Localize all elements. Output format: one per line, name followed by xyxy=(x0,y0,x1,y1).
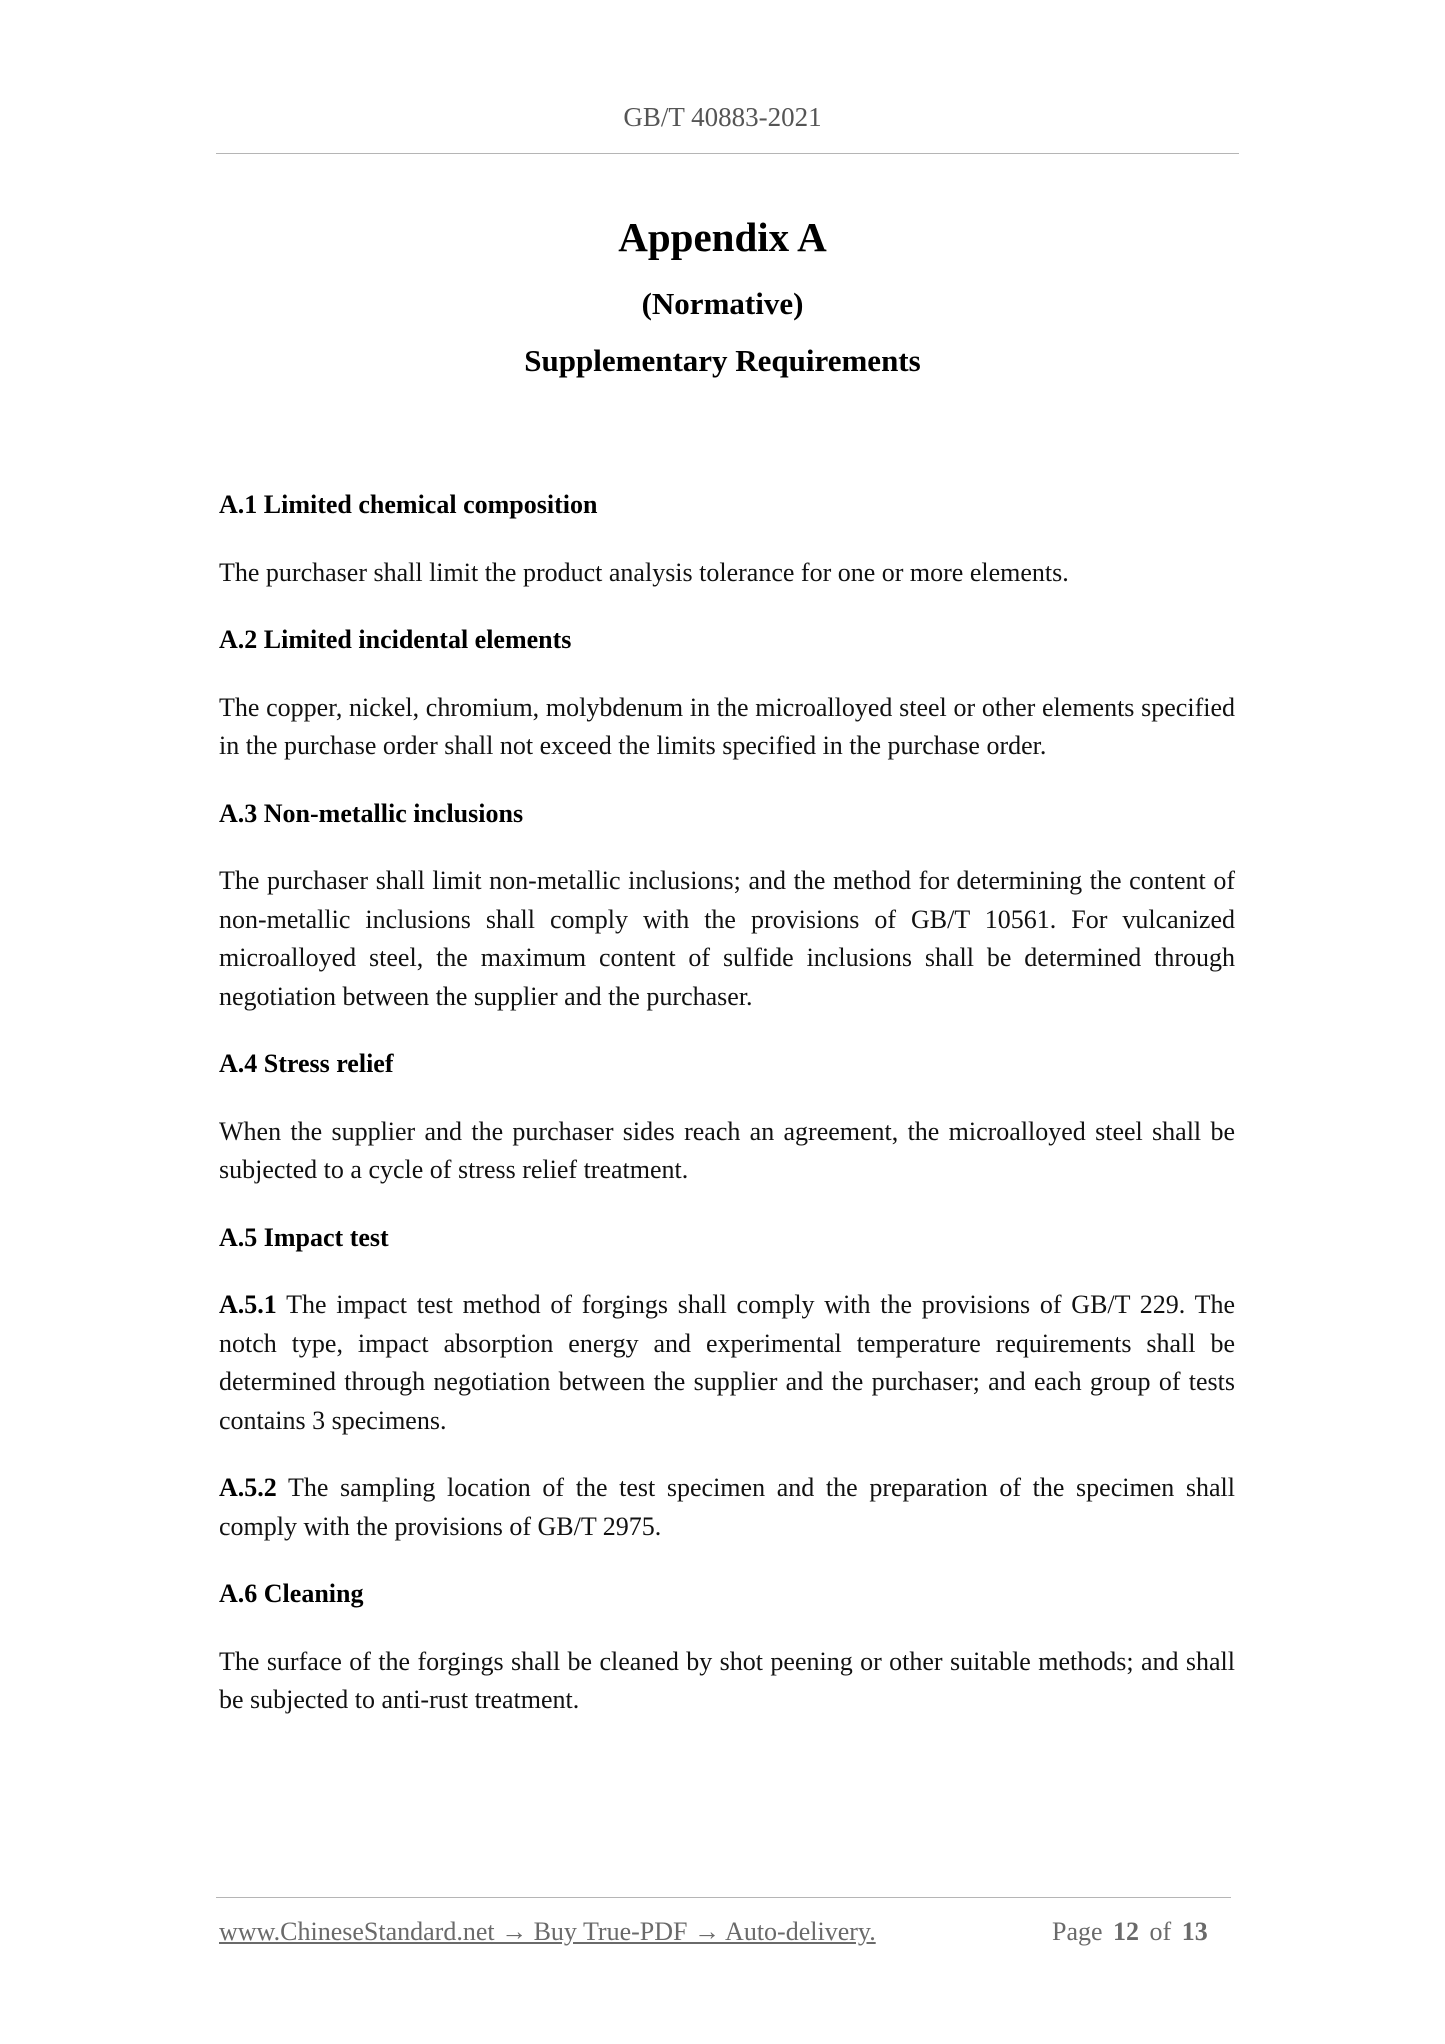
page-label: Page xyxy=(1052,1917,1103,1946)
document-code-header: GB/T 40883-2021 xyxy=(623,102,822,132)
appendix-name: Supplementary Requirements xyxy=(524,343,921,378)
section-text-a3: The purchaser shall limit non-metallic inclusions; and the method for determining the content of non-metallic inclusions shall comply with the provisions of GB/T 10561. For vulcanized microalloyed steel, the maximum content of sulfide inclusions shall be determined through negotiation between the supplier and the purchaser. xyxy=(219,866,1235,1011)
clause-a5-1 xyxy=(219,1286,1235,1440)
page-of-label: of xyxy=(1149,1917,1172,1946)
footer-divider xyxy=(216,1897,1231,1898)
page-indicator xyxy=(1052,1917,1208,1947)
page-current: 12 xyxy=(1113,1917,1140,1946)
section-text-a6: The surface of the forgings shall be cleaned by shot peening or other suitable methods; and shall be subjected to anti-rust treatment. xyxy=(219,1646,1235,1714)
clause-text-a5-2: The sampling location of the test specimen and the preparation of the specimen shall comply with the provisions of GB/T 2975. xyxy=(219,1473,1235,1541)
section-text-a1: The purchaser shall limit the product analysis tolerance for one or more elements. xyxy=(219,557,1069,587)
footer-store-link[interactable]: www.ChineseStandard.net → Buy True-PDF → Auto-delivery. xyxy=(219,1917,876,1946)
section-text-a4: When the supplier and the purchaser sides reach an agreement, the microalloyed steel shall be subjected to a cycle of stress relief treatment. xyxy=(219,1116,1235,1184)
section-heading-a5: A.5 Impact test xyxy=(219,1222,389,1252)
clause-text-a5-1: The impact test method of forgings shall comply with the provisions of GB/T 229. The notch type, impact absorption energy and experimental temperature requirements shall be determined through negotiation between the supplier and the purchaser; and each group of tests contains 3 specimens. xyxy=(219,1290,1236,1435)
section-heading-a1: A.1 Limited chemical composition xyxy=(219,490,598,519)
clause-number-a5-1: A.5.1 xyxy=(219,1290,277,1319)
header-divider xyxy=(216,153,1239,154)
appendix-type: (Normative) xyxy=(641,286,804,321)
section-text-a2: The copper, nickel, chromium, molybdenum in the microalloyed steel or other elements specified in the purchase order shall not exceed the limits specified in the purchase order. xyxy=(219,692,1235,760)
section-heading-a6: A.6 Cleaning xyxy=(219,1579,364,1608)
document-body xyxy=(219,486,1235,1749)
section-heading-a2: A.2 Limited incidental elements xyxy=(219,625,572,654)
section-heading-a4: A.4 Stress relief xyxy=(219,1049,394,1078)
clause-a5-2 xyxy=(219,1469,1235,1546)
appendix-title: Appendix A xyxy=(618,214,827,260)
clause-number-a5-2: A.5.2 xyxy=(219,1473,277,1502)
page-total: 13 xyxy=(1181,1917,1208,1946)
section-heading-a3: A.3 Non-metallic inclusions xyxy=(219,798,524,828)
